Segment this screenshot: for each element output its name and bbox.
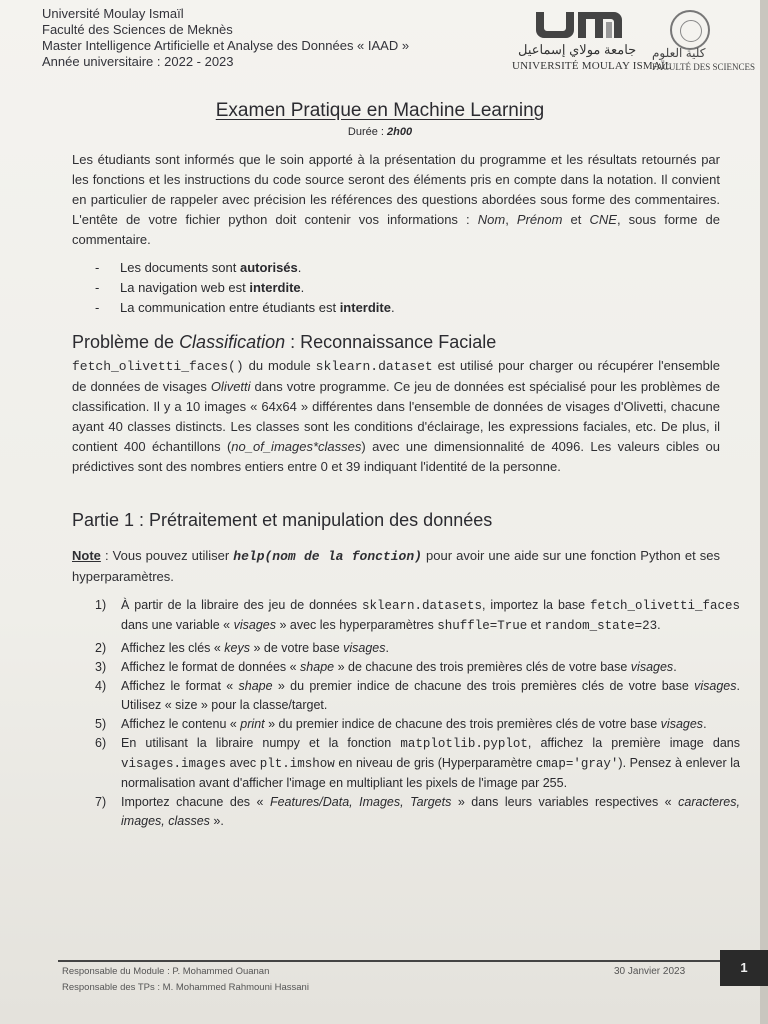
master-name: Master Intelligence Artificielle et Analyse des Données « IAAD » <box>42 38 410 53</box>
module-manager: Responsable du Module : P. Mohammed Ouanan <box>62 966 270 977</box>
question-4: 4) Affichez le format « shape » du premier indice de chacune des trois premières clés de votre base visages. Utilisez « size » pour la classe/target. <box>95 679 740 712</box>
list-item: - La navigation web est interdite. <box>95 278 395 298</box>
page-number: 1 <box>720 950 768 986</box>
faculty-logo-french: FACULTÉ DES SCIENCES <box>652 62 756 72</box>
university-logo <box>512 6 756 76</box>
partie1-heading: Partie 1 : Prétraitement et manipulation des données <box>72 510 493 530</box>
question-1: 1) À partir de la libraire des jeu de données sklearn.datasets, importez la base fetch_olivetti_faces dans une variable « visages » avec les hyperparamètres shuffle=True et random_state=23. <box>95 598 741 633</box>
questions-list <box>95 596 740 831</box>
umi-logo-icon <box>534 8 626 38</box>
note-paragraph: Note : Vous pouvez utiliser help(nom de la fonction) pour avoir une aide sur une fonction Python et ses hyperparamètres. <box>72 548 720 584</box>
faculty-name: Faculté des Sciences de Meknès <box>42 22 233 37</box>
list-item: - La communication entre étudiants est interdite. <box>95 298 395 318</box>
tp-manager: Responsable des TPs : M. Mohammed Rahmouni Hassani <box>62 982 309 993</box>
problem-heading: Problème de Classification : Reconnaissance Faciale <box>72 332 497 352</box>
question-6: 6) En utilisant la libraire numpy et la fonction matplotlib.pyplot, affichez la première image dans visages.images avec plt.imshow en niveau de gris (Hyperparamètre cmap='gray'). Pensez à enlever la normalisation avant d'afficher l'image en multipliant les pixels de l'image par 255. <box>95 736 740 790</box>
faculty-logo-arabic: كلية العلوم <box>652 46 706 60</box>
exam-date: 30 Janvier 2023 <box>614 966 686 977</box>
faculty-seal-icon <box>670 10 710 50</box>
rules-list <box>95 258 395 318</box>
logo-english: UNIVERSITÉ MOULAY ISMAÏL <box>512 60 672 72</box>
question-5: 5) Affichez le contenu « print » du premier indice de chacune des trois premières clés de votre base visages. <box>95 717 707 731</box>
problem-paragraph: fetch_olivetti_faces() du module sklearn.dataset est utilisé pour charger ou récupérer l'ensemble de données de visages Olivetti dans votre programme. Ce jeu de données est spécialisé pour les problèmes de classification. Il y a 10 images « 64x64 » différentes dans l'ensemble de données de visages d'Olivetti, chacune ayant 40 classes distincts. Les classes sont les conditions d'éclairage, les expressions faciales, etc. De plus, il contient 400 échantillons (no_of_images*classes) avec une dimensionnalité de 4096. Les valeurs cibles ou prédictives sont des nombres entiers entre 0 et 39 indiquant l'identité de la personne. <box>72 358 720 474</box>
university-name: Université Moulay Ismaïl <box>42 6 184 21</box>
intro-paragraph: Les étudiants sont informés que le soin apporté à la présentation du programme et les résultats retournés par les fonctions et les instructions du code source seront des éléments pris en compte dans la notation. Il convient en particulier de rappeler avec précision les références des questions abordées sous forme des commentaires. L'entête de votre fichier python doit contenir vos informations : Nom, Prénom et CNE, sous forme de commentaire. <box>72 152 721 247</box>
list-item: - Les documents sont autorisés. <box>95 258 395 278</box>
academic-year: Année universitaire : 2022 - 2023 <box>42 54 234 69</box>
institution-header <box>42 6 409 70</box>
question-7: 7) Importez chacune des « Features/Data, Images, Targets » dans leurs variables respectives « caracteres, images, classes ». <box>95 795 740 828</box>
question-3: 3) Affichez le format de données « shape » de chacune des trois premières clés de votre base visages. <box>95 660 677 674</box>
exam-title: Examen Pratique en Machine Learning <box>215 100 545 121</box>
exam-duration: Durée : 2h00 <box>347 126 413 138</box>
question-2: 2) Affichez les clés « keys » de votre base visages. <box>95 641 389 655</box>
logo-arabic: جامعة مولاي إسماعيل <box>518 42 637 57</box>
footer-divider <box>58 960 748 962</box>
